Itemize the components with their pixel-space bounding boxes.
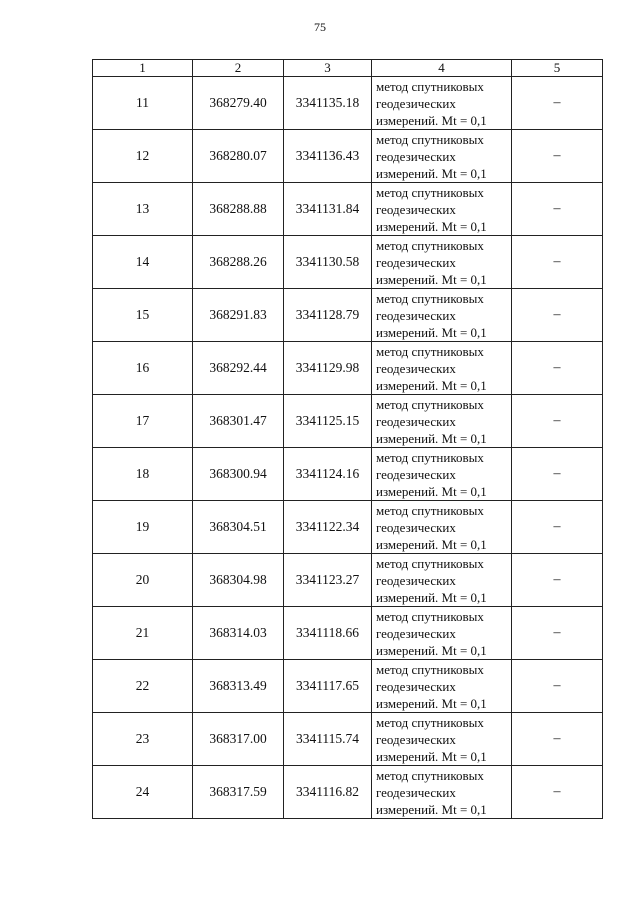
table-row — [93, 342, 603, 395]
method-line: метод спутниковых — [376, 502, 484, 518]
method-line: метод спутниковых — [376, 78, 484, 94]
method-line: метод спутниковых — [376, 237, 484, 253]
method-line: метод спутниковых — [376, 131, 484, 147]
method-line: измерений. Mt = 0,1 — [376, 748, 487, 764]
method-line: геодезических — [376, 466, 456, 482]
coord-x-cell: 368288.26 — [193, 236, 284, 289]
method-line: измерений. Mt = 0,1 — [376, 642, 487, 658]
coord-x-cell: 368317.59 — [193, 766, 284, 819]
note-cell: – — [512, 395, 603, 448]
coord-y-cell: 3341129.98 — [284, 342, 372, 395]
coord-y-cell: 3341125.15 — [284, 395, 372, 448]
method-line: геодезических — [376, 731, 456, 747]
note-cell: – — [512, 77, 603, 130]
note-cell: – — [512, 713, 603, 766]
table-row — [93, 395, 603, 448]
method-line: измерений. Mt = 0,1 — [376, 589, 487, 605]
point-number-cell: 22 — [93, 660, 193, 713]
table-row — [93, 77, 603, 130]
coord-x-cell: 368300.94 — [193, 448, 284, 501]
method-line: метод спутниковых — [376, 449, 484, 465]
method-cell — [372, 77, 512, 130]
note-cell: – — [512, 289, 603, 342]
point-number-cell: 12 — [93, 130, 193, 183]
method-line: метод спутниковых — [376, 184, 484, 200]
coord-y-cell: 3341116.82 — [284, 766, 372, 819]
method-line: геодезических — [376, 519, 456, 535]
point-number-cell: 14 — [93, 236, 193, 289]
method-line: геодезических — [376, 201, 456, 217]
coord-x-cell: 368291.83 — [193, 289, 284, 342]
point-number-cell: 16 — [93, 342, 193, 395]
header-col-1: 1 — [93, 60, 193, 77]
coordinates-table — [92, 59, 603, 819]
method-line: измерений. Mt = 0,1 — [376, 536, 487, 552]
page-number: 75 — [314, 20, 326, 34]
method-line: геодезических — [376, 307, 456, 323]
header-col-3: 3 — [284, 60, 372, 77]
method-cell — [372, 501, 512, 554]
method-line: геодезических — [376, 148, 456, 164]
note-cell: – — [512, 501, 603, 554]
point-number-cell: 17 — [93, 395, 193, 448]
method-line: измерений. Mt = 0,1 — [376, 801, 487, 817]
coord-y-cell: 3341128.79 — [284, 289, 372, 342]
table-header — [93, 60, 603, 77]
method-line: измерений. Mt = 0,1 — [376, 430, 487, 446]
method-cell — [372, 448, 512, 501]
method-line: измерений. Mt = 0,1 — [376, 483, 487, 499]
coord-y-cell: 3341135.18 — [284, 77, 372, 130]
method-cell — [372, 342, 512, 395]
point-number-cell: 24 — [93, 766, 193, 819]
coord-y-cell: 3341131.84 — [284, 183, 372, 236]
method-line: геодезических — [376, 572, 456, 588]
method-cell — [372, 607, 512, 660]
method-line: метод спутниковых — [376, 555, 484, 571]
table-row — [93, 554, 603, 607]
table-row — [93, 289, 603, 342]
coord-x-cell: 368304.51 — [193, 501, 284, 554]
method-cell — [372, 660, 512, 713]
method-line: метод спутниковых — [376, 608, 484, 624]
table-row — [93, 660, 603, 713]
method-line: геодезических — [376, 413, 456, 429]
method-line: измерений. Mt = 0,1 — [376, 218, 487, 234]
note-cell: – — [512, 660, 603, 713]
point-number-cell: 13 — [93, 183, 193, 236]
method-cell — [372, 289, 512, 342]
note-cell: – — [512, 342, 603, 395]
method-cell — [372, 236, 512, 289]
coord-x-cell: 368314.03 — [193, 607, 284, 660]
header-col-4: 4 — [372, 60, 512, 77]
point-number-cell: 23 — [93, 713, 193, 766]
table-row — [93, 766, 603, 819]
method-line: метод спутниковых — [376, 661, 484, 677]
coord-y-cell: 3341122.34 — [284, 501, 372, 554]
method-line: метод спутниковых — [376, 767, 484, 783]
coord-x-cell: 368292.44 — [193, 342, 284, 395]
note-cell: – — [512, 554, 603, 607]
method-line: геодезических — [376, 625, 456, 641]
method-cell — [372, 766, 512, 819]
note-cell: – — [512, 130, 603, 183]
coord-y-cell: 3341123.27 — [284, 554, 372, 607]
coord-x-cell: 368301.47 — [193, 395, 284, 448]
method-line: метод спутниковых — [376, 343, 484, 359]
method-line: метод спутниковых — [376, 714, 484, 730]
coord-y-cell: 3341130.58 — [284, 236, 372, 289]
coord-y-cell: 3341117.65 — [284, 660, 372, 713]
note-cell: – — [512, 183, 603, 236]
coord-x-cell: 368304.98 — [193, 554, 284, 607]
method-line: измерений. Mt = 0,1 — [376, 324, 487, 340]
header-row — [93, 60, 603, 77]
method-line: геодезических — [376, 360, 456, 376]
table-row — [93, 713, 603, 766]
method-line: измерений. Mt = 0,1 — [376, 695, 487, 711]
method-cell — [372, 713, 512, 766]
point-number-cell: 21 — [93, 607, 193, 660]
table-row — [93, 130, 603, 183]
note-cell: – — [512, 766, 603, 819]
method-line: метод спутниковых — [376, 396, 484, 412]
coord-x-cell: 368317.00 — [193, 713, 284, 766]
method-line: измерений. Mt = 0,1 — [376, 271, 487, 287]
method-line: геодезических — [376, 678, 456, 694]
coord-x-cell: 368280.07 — [193, 130, 284, 183]
point-number-cell: 19 — [93, 501, 193, 554]
method-line: измерений. Mt = 0,1 — [376, 377, 487, 393]
method-line: геодезических — [376, 254, 456, 270]
table-row — [93, 183, 603, 236]
table-row — [93, 236, 603, 289]
method-line: измерений. Mt = 0,1 — [376, 112, 487, 128]
coord-y-cell: 3341124.16 — [284, 448, 372, 501]
header-col-5: 5 — [512, 60, 603, 77]
method-cell — [372, 395, 512, 448]
point-number-cell: 18 — [93, 448, 193, 501]
method-cell — [372, 130, 512, 183]
coord-y-cell: 3341118.66 — [284, 607, 372, 660]
point-number-cell: 11 — [93, 77, 193, 130]
coord-y-cell: 3341115.74 — [284, 713, 372, 766]
header-col-2: 2 — [193, 60, 284, 77]
coord-x-cell: 368313.49 — [193, 660, 284, 713]
note-cell: – — [512, 236, 603, 289]
method-cell — [372, 554, 512, 607]
note-cell: – — [512, 448, 603, 501]
point-number-cell: 20 — [93, 554, 193, 607]
point-number-cell: 15 — [93, 289, 193, 342]
coord-x-cell: 368279.40 — [193, 77, 284, 130]
method-line: геодезических — [376, 95, 456, 111]
note-cell: – — [512, 607, 603, 660]
table-row — [93, 501, 603, 554]
method-line: метод спутниковых — [376, 290, 484, 306]
table-row — [93, 448, 603, 501]
method-line: геодезических — [376, 784, 456, 800]
method-cell — [372, 183, 512, 236]
table-row — [93, 607, 603, 660]
method-line: измерений. Mt = 0,1 — [376, 165, 487, 181]
table-body — [93, 77, 603, 819]
coord-x-cell: 368288.88 — [193, 183, 284, 236]
coord-y-cell: 3341136.43 — [284, 130, 372, 183]
